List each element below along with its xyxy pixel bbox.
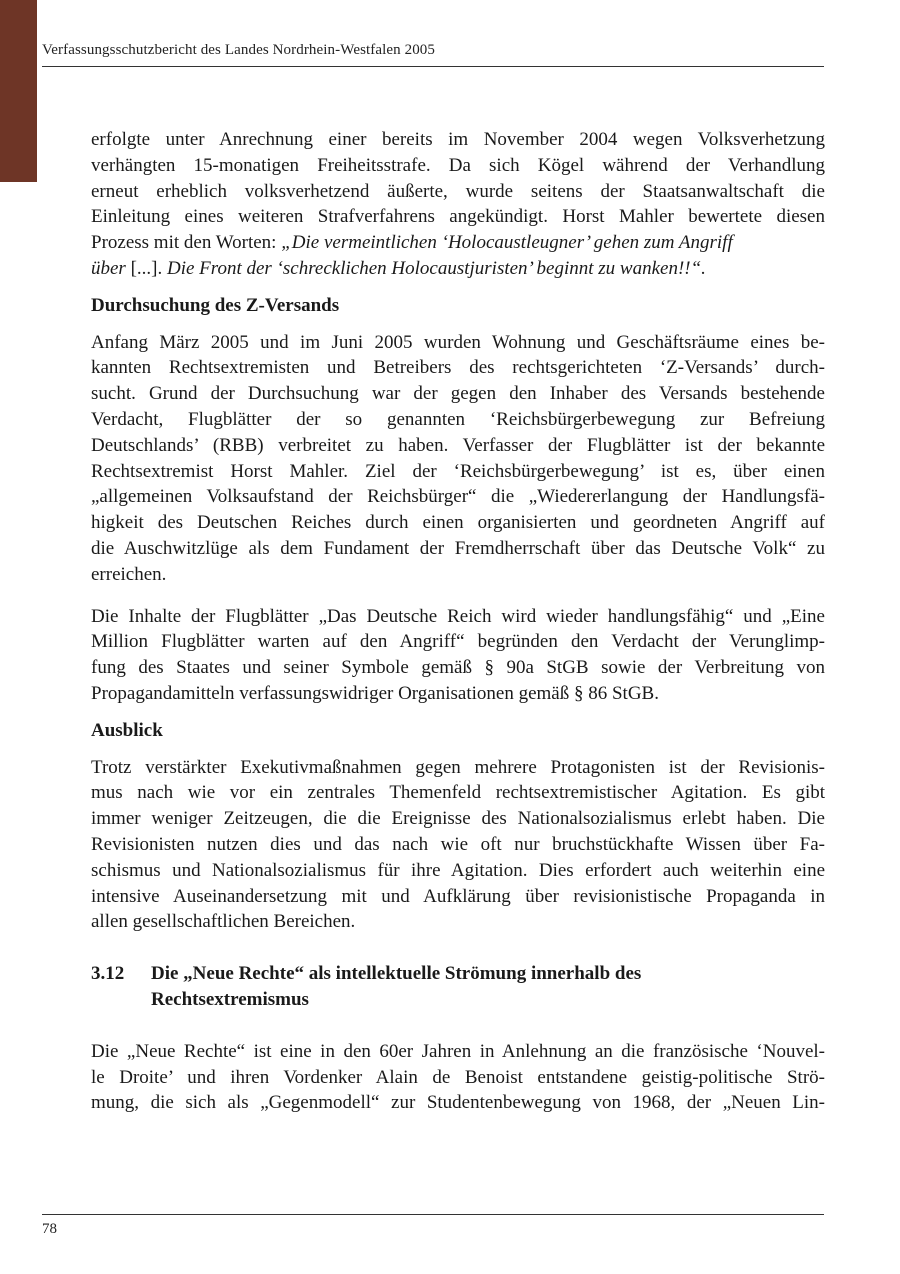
paragraph-ausblick	[91, 755, 825, 936]
quote-run: über	[91, 257, 126, 279]
page-content	[91, 127, 825, 1116]
text-line: Revisionisten nutzen dies und das nach wie oft nur bruchstückhafte Wissen über Fa-	[91, 833, 825, 855]
text-line: erreichen.	[91, 563, 167, 585]
text-line: intensive Auseinandersetzung mit und Aufklärung über revisionistische Propaganda in	[91, 885, 825, 907]
text-line: higkeit des Deutschen Reiches durch einen organisierten und geordneten Angriff auf	[91, 512, 825, 534]
text-line: erneut erheblich volksverhetzend äußerte, wurde seitens der Staatsanwaltschaft die	[91, 180, 825, 202]
chapter-title-line: Die „Neue Rechte“ als intellektuelle Strömung innerhalb des	[151, 963, 642, 985]
section-heading-z-versand: Durchsuchung des Z-Versands	[91, 294, 340, 316]
text-line: mung, die sich als „Gegenmodell“ zur Studentenbewegung von 1968, der „Neuen Lin-	[91, 1092, 825, 1114]
text-line: Trotz verstärkter Exekutivmaßnahmen gegen mehrere Protagonisten ist der Revisionis-	[91, 756, 825, 778]
text-line	[91, 256, 825, 282]
text-line: verhängten 15-monatigen Freiheitsstrafe. Da sich Kögel während der Verhandlung	[91, 154, 825, 176]
text-line: mus nach wie vor ein zentrales Themenfeld rechtsextremistischer Agitation. Es gibt	[91, 782, 825, 804]
text-line: Verdacht, Flugblätter der so genannten ‘Reichsbürgerbewegung zur Befreiung	[91, 408, 825, 430]
text-line: Million Flugblätter warten auf den Angriff“ begründen den Verdacht der Verunglimp-	[91, 631, 825, 653]
text-line	[91, 230, 825, 256]
paragraph-neue-rechte	[91, 1039, 825, 1116]
text-line: Anfang März 2005 und im Juni 2005 wurden Wohnung und Geschäftsräume eines be-	[91, 331, 825, 353]
text-line: Die Inhalte der Flugblätter „Das Deutsche Reich wird wieder handlungsfähig“ und „Eine	[91, 605, 825, 627]
text-line: Einleitung eines weiteren Strafverfahrens angekündigt. Horst Mahler bewertete diesen	[91, 206, 825, 228]
page-number: 78	[42, 1221, 57, 1237]
text-line: allen gesellschaftlichen Bereichen.	[91, 911, 356, 933]
quote-run: Die Front der ‘schrecklichen Holocaustjuristen’ beginnt zu wanken!!“.	[166, 257, 706, 279]
text-line: kannten Rechtsextremisten und Betreibers des rechtsgerichteten ‘Z-Versands’ durch-	[91, 357, 825, 379]
text-line: Die „Neue Rechte“ ist eine in den 60er Jahren in Anlehnung an die französische ‘Nouvel-	[91, 1040, 825, 1062]
text-line: die Auschwitzlüge als dem Fundament der Fremdherrschaft über das Deutsche Volk“ zu	[91, 537, 825, 559]
section-heading-ausblick: Ausblick	[91, 719, 163, 741]
text-line: Deutschlands’ (RBB) verbreitet zu haben. Verfasser der Flugblätter ist der bekannte	[91, 434, 825, 456]
text-line: schismus und Nationalsozialismus für ihre Agitation. Dies erfordert auch weiterhin eine	[91, 859, 825, 881]
quote-run: „Die vermeintlichen ‘Holocaustleugner’ gehen zum Angriff	[281, 232, 733, 254]
chapter-heading-3-12	[91, 961, 825, 1013]
text-line: le Droite’ und ihren Vordenker Alain de Benoist entstandene geistig-politische Strö-	[91, 1066, 825, 1088]
paragraph-intro	[91, 127, 825, 282]
text-line: erfolgte unter Anrechnung einer bereits im November 2004 wegen Volksverhetzung	[91, 129, 825, 150]
text-line: Rechtsextremist Horst Mahler. Ziel der ‘Reichsbürgerbewegung’ ist es, über einen	[91, 460, 825, 482]
text-run: [...].	[125, 257, 167, 279]
header-rule	[42, 66, 824, 67]
text-line: Propagandamitteln verfassungswidriger Organisationen gemäß § 86 StGB.	[91, 682, 659, 704]
chapter-title-line: Rechtsextremismus	[151, 988, 309, 1010]
text-line: immer weniger Zeitzeugen, die die Ereignisse des Nationalsozialismus erlebt haben. Die	[91, 808, 825, 830]
running-header: Verfassungsschutzbericht des Landes Nordrhein-Westfalen 2005	[42, 42, 436, 58]
text-run: Prozess mit den Worten:	[91, 232, 282, 254]
chapter-title	[151, 961, 641, 1013]
chapter-number: 3.12	[91, 963, 125, 985]
footer-rule	[42, 1214, 824, 1215]
paragraph-z-versand-1	[91, 330, 825, 588]
text-line: sucht. Grund der Durchsuchung war der gegen den Inhaber des Versands bestehende	[91, 383, 825, 405]
text-line: fung des Staates und seiner Symbole gemäß § 90a StGB sowie der Verbreitung von	[91, 657, 825, 679]
paragraph-z-versand-2	[91, 604, 825, 707]
side-color-bar	[0, 0, 37, 182]
text-line: „allgemeinen Volksaufstand der Reichsbürger“ die „Wiedererlangung der Handlungsfä-	[91, 486, 825, 508]
